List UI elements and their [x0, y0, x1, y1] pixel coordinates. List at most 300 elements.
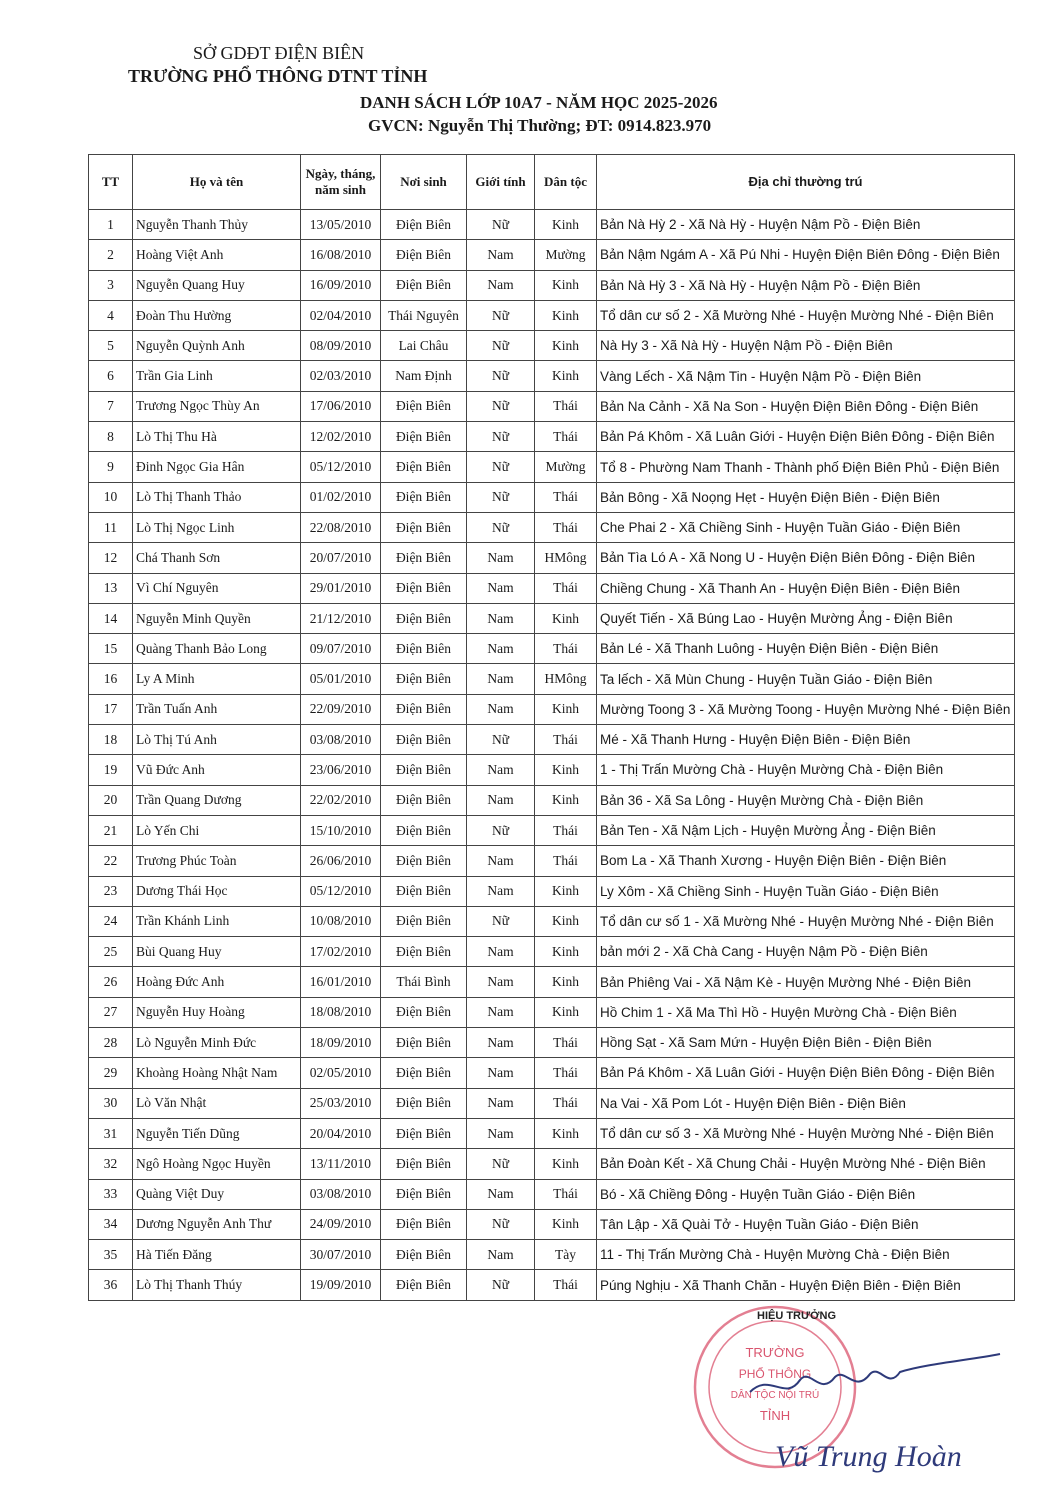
- cell-gender: Nam: [467, 1179, 535, 1209]
- cell-dob: 23/06/2010: [301, 755, 381, 785]
- cell-address: Tổ dân cư số 1 - Xã Mường Nhé - Huyện Mường Nhé - Điện Biên: [597, 906, 1015, 936]
- cell-tt: 20: [89, 785, 133, 815]
- cell-tt: 21: [89, 815, 133, 845]
- table-row: [89, 422, 1015, 452]
- table-row: [89, 512, 1015, 542]
- cell-dob: 22/09/2010: [301, 694, 381, 724]
- table-row: [89, 937, 1015, 967]
- table-row: [89, 906, 1015, 936]
- col-header-birthplace: Nơi sinh: [381, 155, 467, 210]
- cell-ethnicity: Mường: [535, 452, 597, 482]
- cell-dob: 05/01/2010: [301, 664, 381, 694]
- cell-ethnicity: Kinh: [535, 876, 597, 906]
- cell-dob: 24/09/2010: [301, 1209, 381, 1239]
- cell-gender: Nam: [467, 876, 535, 906]
- cell-birthplace: Điện Biên: [381, 452, 467, 482]
- cell-birthplace: Điện Biên: [381, 906, 467, 936]
- table-row: [89, 967, 1015, 997]
- table-row: [89, 1270, 1015, 1300]
- cell-tt: 34: [89, 1209, 133, 1239]
- cell-gender: Nữ: [467, 482, 535, 512]
- cell-tt: 18: [89, 725, 133, 755]
- cell-name: Đoàn Thu Hường: [133, 300, 301, 330]
- cell-ethnicity: Kinh: [535, 300, 597, 330]
- table-row: [89, 1088, 1015, 1118]
- cell-tt: 28: [89, 1028, 133, 1058]
- cell-dob: 16/08/2010: [301, 240, 381, 270]
- cell-name: Khoàng Hoàng Nhật Nam: [133, 1058, 301, 1088]
- cell-address: Tổ 8 - Phường Nam Thanh - Thành phố Điện Biên Phủ - Điện Biên: [597, 452, 1015, 482]
- cell-address: Bản Na Cảnh - Xã Na Son - Huyện Điện Biên Đông - Điện Biên: [597, 391, 1015, 421]
- cell-address: Bản Nà Hỳ 3 - Xã Nà Hỳ - Huyện Nậm Pồ - Điện Biên: [597, 270, 1015, 300]
- cell-tt: 36: [89, 1270, 133, 1300]
- principal-name: Vũ Trung Hoàn: [775, 1440, 962, 1473]
- cell-ethnicity: HMông: [535, 543, 597, 573]
- cell-address: Mường Toong 3 - Xã Mường Toong - Huyện Mường Nhé - Điện Biên: [597, 694, 1015, 724]
- cell-gender: Nữ: [467, 512, 535, 542]
- cell-address: Tổ dân cư số 3 - Xã Mường Nhé - Huyện Mường Nhé - Điện Biên: [597, 1118, 1015, 1148]
- col-header-gender: Giới tính: [467, 155, 535, 210]
- table-row: [89, 1118, 1015, 1148]
- cell-address: Bản Nậm Ngám A - Xã Pú Nhi - Huyện Điện Biên Đông - Điện Biên: [597, 240, 1015, 270]
- cell-tt: 14: [89, 603, 133, 633]
- cell-ethnicity: Thái: [535, 846, 597, 876]
- cell-name: Trần Quang Dương: [133, 785, 301, 815]
- cell-tt: 30: [89, 1088, 133, 1118]
- cell-ethnicity: Kinh: [535, 997, 597, 1027]
- table-row: [89, 210, 1015, 240]
- cell-name: Quàng Thanh Bảo Long: [133, 634, 301, 664]
- cell-address: Nà Hy 3 - Xã Nà Hỳ - Huyện Nậm Pồ - Điện Biên: [597, 331, 1015, 361]
- cell-tt: 6: [89, 361, 133, 391]
- cell-birthplace: Điện Biên: [381, 1088, 467, 1118]
- cell-name: Trương Ngọc Thùy An: [133, 391, 301, 421]
- cell-address: Bom La - Xã Thanh Xương - Huyện Điện Biên - Điện Biên: [597, 846, 1015, 876]
- cell-ethnicity: Kinh: [535, 1149, 597, 1179]
- cell-gender: Nữ: [467, 1270, 535, 1300]
- cell-gender: Nam: [467, 1240, 535, 1270]
- cell-tt: 1: [89, 210, 133, 240]
- table-row: [89, 694, 1015, 724]
- cell-gender: Nữ: [467, 906, 535, 936]
- cell-tt: 16: [89, 664, 133, 694]
- cell-name: Vũ Đức Anh: [133, 755, 301, 785]
- cell-gender: Nữ: [467, 452, 535, 482]
- student-list-table: [88, 154, 1015, 1301]
- table-header-row: [89, 155, 1015, 210]
- principal-title: HIỆU TRƯỞNG: [757, 1310, 837, 1322]
- cell-birthplace: Điện Biên: [381, 573, 467, 603]
- table-row: [89, 270, 1015, 300]
- cell-ethnicity: Kinh: [535, 331, 597, 361]
- table-row: [89, 997, 1015, 1027]
- table-row: [89, 1058, 1015, 1088]
- cell-gender: Nam: [467, 755, 535, 785]
- cell-gender: Nam: [467, 634, 535, 664]
- cell-ethnicity: Tày: [535, 1240, 597, 1270]
- document-title: DANH SÁCH LỚP 10A7 - NĂM HỌC 2025-2026: [360, 93, 718, 112]
- cell-birthplace: Điện Biên: [381, 937, 467, 967]
- cell-gender: Nam: [467, 997, 535, 1027]
- cell-name: Lò Thị Ngọc Linh: [133, 512, 301, 542]
- cell-gender: Nam: [467, 694, 535, 724]
- cell-tt: 27: [89, 997, 133, 1027]
- cell-tt: 12: [89, 543, 133, 573]
- cell-name: Hoàng Đức Anh: [133, 967, 301, 997]
- cell-address: Bản Nà Hỳ 2 - Xã Nà Hỳ - Huyện Nậm Pồ - Điện Biên: [597, 210, 1015, 240]
- cell-name: Quàng Việt Duy: [133, 1179, 301, 1209]
- cell-ethnicity: Thái: [535, 815, 597, 845]
- cell-dob: 05/12/2010: [301, 876, 381, 906]
- cell-tt: 9: [89, 452, 133, 482]
- cell-gender: Nữ: [467, 391, 535, 421]
- table-row: [89, 361, 1015, 391]
- cell-tt: 19: [89, 755, 133, 785]
- cell-ethnicity: Thái: [535, 391, 597, 421]
- cell-name: Lò Thị Tú Anh: [133, 725, 301, 755]
- cell-dob: 02/04/2010: [301, 300, 381, 330]
- cell-ethnicity: HMông: [535, 664, 597, 694]
- cell-name: Lò Văn Nhật: [133, 1088, 301, 1118]
- table-row: [89, 664, 1015, 694]
- cell-gender: Nữ: [467, 422, 535, 452]
- cell-ethnicity: Kinh: [535, 361, 597, 391]
- cell-dob: 16/09/2010: [301, 270, 381, 300]
- cell-address: Tổ dân cư số 2 - Xã Mường Nhé - Huyện Mường Nhé - Điện Biên: [597, 300, 1015, 330]
- cell-gender: Nam: [467, 1118, 535, 1148]
- cell-name: Lò Thị Thanh Thúy: [133, 1270, 301, 1300]
- cell-tt: 8: [89, 422, 133, 452]
- cell-tt: 11: [89, 512, 133, 542]
- table-row: [89, 452, 1015, 482]
- cell-gender: Nữ: [467, 361, 535, 391]
- cell-gender: Nữ: [467, 815, 535, 845]
- table-row: [89, 391, 1015, 421]
- table-row: [89, 755, 1015, 785]
- cell-name: Nguyễn Quỳnh Anh: [133, 331, 301, 361]
- table-row: [89, 1209, 1015, 1239]
- table-row: [89, 1240, 1015, 1270]
- cell-name: Nguyễn Thanh Thủy: [133, 210, 301, 240]
- cell-tt: 25: [89, 937, 133, 967]
- cell-name: Bùi Quang Huy: [133, 937, 301, 967]
- cell-address: Púng Nghịu - Xã Thanh Chăn - Huyện Điện Biên - Điện Biên: [597, 1270, 1015, 1300]
- cell-address: 1 - Thị Trấn Mường Chà - Huyện Mường Chà - Điện Biên: [597, 755, 1015, 785]
- cell-birthplace: Điện Biên: [381, 543, 467, 573]
- cell-dob: 13/11/2010: [301, 1149, 381, 1179]
- cell-dob: 20/04/2010: [301, 1118, 381, 1148]
- cell-ethnicity: Thái: [535, 725, 597, 755]
- cell-address: Vàng Lếch - Xã Nậm Tin - Huyện Nậm Pồ - Điện Biên: [597, 361, 1015, 391]
- cell-gender: Nam: [467, 846, 535, 876]
- cell-gender: Nam: [467, 937, 535, 967]
- cell-name: Lò Thị Thanh Thảo: [133, 482, 301, 512]
- cell-ethnicity: Kinh: [535, 906, 597, 936]
- cell-dob: 01/02/2010: [301, 482, 381, 512]
- cell-ethnicity: Kinh: [535, 603, 597, 633]
- table-row: [89, 331, 1015, 361]
- cell-address: Bản 36 - Xã Sa Lông - Huyện Mường Chà - Điện Biên: [597, 785, 1015, 815]
- table-row: [89, 603, 1015, 633]
- cell-address: Bản Đoàn Kết - Xã Chung Chải - Huyện Mường Nhé - Điện Biên: [597, 1149, 1015, 1179]
- cell-gender: Nữ: [467, 725, 535, 755]
- table-row: [89, 785, 1015, 815]
- cell-gender: Nam: [467, 240, 535, 270]
- cell-ethnicity: Thái: [535, 1058, 597, 1088]
- cell-tt: 29: [89, 1058, 133, 1088]
- cell-ethnicity: Kinh: [535, 694, 597, 724]
- cell-ethnicity: Kinh: [535, 210, 597, 240]
- cell-gender: Nam: [467, 573, 535, 603]
- cell-dob: 18/09/2010: [301, 1028, 381, 1058]
- cell-address: Hồng Sạt - Xã Sam Mứn - Huyện Điện Biên - Điện Biên: [597, 1028, 1015, 1058]
- cell-ethnicity: Thái: [535, 1270, 597, 1300]
- cell-address: Bản Phiêng Vai - Xã Nậm Kè - Huyện Mường Nhé - Điện Biên: [597, 967, 1015, 997]
- cell-ethnicity: Kinh: [535, 270, 597, 300]
- cell-birthplace: Điện Biên: [381, 422, 467, 452]
- cell-address: Bản Lé - Xã Thanh Luông - Huyện Điện Biên - Điện Biên: [597, 634, 1015, 664]
- cell-birthplace: Điện Biên: [381, 482, 467, 512]
- cell-dob: 17/02/2010: [301, 937, 381, 967]
- cell-tt: 13: [89, 573, 133, 603]
- cell-dob: 22/08/2010: [301, 512, 381, 542]
- cell-name: Trần Tuấn Anh: [133, 694, 301, 724]
- cell-dob: 09/07/2010: [301, 634, 381, 664]
- cell-birthplace: Điện Biên: [381, 1179, 467, 1209]
- cell-gender: Nam: [467, 1058, 535, 1088]
- cell-birthplace: Thái Nguyên: [381, 300, 467, 330]
- cell-gender: Nam: [467, 270, 535, 300]
- col-header-tt: TT: [89, 155, 133, 210]
- cell-dob: 02/05/2010: [301, 1058, 381, 1088]
- cell-name: Nguyễn Huy Hoàng: [133, 997, 301, 1027]
- cell-dob: 26/06/2010: [301, 846, 381, 876]
- table-row: [89, 573, 1015, 603]
- cell-ethnicity: Thái: [535, 1179, 597, 1209]
- cell-name: Hoàng Việt Anh: [133, 240, 301, 270]
- table-body: [89, 210, 1015, 1301]
- table-row: [89, 1149, 1015, 1179]
- cell-tt: 10: [89, 482, 133, 512]
- cell-birthplace: Điện Biên: [381, 512, 467, 542]
- cell-tt: 33: [89, 1179, 133, 1209]
- cell-gender: Nam: [467, 543, 535, 573]
- cell-dob: 03/08/2010: [301, 1179, 381, 1209]
- cell-gender: Nam: [467, 785, 535, 815]
- cell-dob: 19/09/2010: [301, 1270, 381, 1300]
- cell-ethnicity: Thái: [535, 634, 597, 664]
- cell-name: Hà Tiến Đăng: [133, 1240, 301, 1270]
- cell-address: Ta lếch - Xã Mùn Chung - Huyện Tuần Giáo - Điện Biên: [597, 664, 1015, 694]
- cell-name: Nguyễn Tiến Dũng: [133, 1118, 301, 1148]
- cell-ethnicity: Mường: [535, 240, 597, 270]
- cell-gender: Nữ: [467, 331, 535, 361]
- table-row: [89, 815, 1015, 845]
- cell-name: Lò Yến Chi: [133, 815, 301, 845]
- cell-tt: 2: [89, 240, 133, 270]
- cell-tt: 15: [89, 634, 133, 664]
- cell-birthplace: Điện Biên: [381, 1058, 467, 1088]
- cell-birthplace: Điện Biên: [381, 1149, 467, 1179]
- cell-tt: 35: [89, 1240, 133, 1270]
- cell-ethnicity: Thái: [535, 422, 597, 452]
- cell-address: Bản Bông - Xã Noọng Hẹt - Huyện Điện Biên - Điện Biên: [597, 482, 1015, 512]
- stamp-line-2: PHỔ THÔNG: [738, 1367, 812, 1381]
- cell-dob: 10/08/2010: [301, 906, 381, 936]
- cell-address: Chiềng Chung - Xã Thanh An - Huyện Điện Biên - Điện Biên: [597, 573, 1015, 603]
- cell-dob: 12/02/2010: [301, 422, 381, 452]
- stamp-line-4: TỈNH: [759, 1408, 791, 1423]
- cell-address: Quyết Tiến - Xã Búng Lao - Huyện Mường Ảng - Điện Biên: [597, 603, 1015, 633]
- cell-tt: 5: [89, 331, 133, 361]
- cell-birthplace: Điện Biên: [381, 1270, 467, 1300]
- cell-birthplace: Điện Biên: [381, 270, 467, 300]
- cell-address: Bản Pá Khôm - Xã Luân Giới - Huyện Điện Biên Đông - Điện Biên: [597, 1058, 1015, 1088]
- cell-birthplace: Nam Định: [381, 361, 467, 391]
- cell-name: Ly A Minh: [133, 664, 301, 694]
- cell-name: Đinh Ngọc Gia Hân: [133, 452, 301, 482]
- table-row: [89, 1028, 1015, 1058]
- cell-address: Che Phai 2 - Xã Chiềng Sinh - Huyện Tuần Giáo - Điện Biên: [597, 512, 1015, 542]
- cell-birthplace: Điện Biên: [381, 1209, 467, 1239]
- table-row: [89, 543, 1015, 573]
- cell-tt: 31: [89, 1118, 133, 1148]
- table-row: [89, 725, 1015, 755]
- cell-dob: 16/01/2010: [301, 967, 381, 997]
- stamp-line-3: DÂN TỘC NỘI TRÚ: [730, 1390, 820, 1401]
- cell-ethnicity: Kinh: [535, 967, 597, 997]
- cell-address: Bản Pá Khôm - Xã Luân Giới - Huyện Điện Biên Đông - Điện Biên: [597, 422, 1015, 452]
- cell-address: Tân Lập - Xã Quài Tở - Huyện Tuần Giáo - Điện Biên: [597, 1209, 1015, 1239]
- cell-address: Bản Tìa Ló A - Xã Nong U - Huyện Điện Biên Đông - Điện Biên: [597, 543, 1015, 573]
- homeroom-teacher: GVCN: Nguyễn Thị Thường; ĐT: 0914.823.970: [368, 116, 712, 135]
- cell-address: Hồ Chim 1 - Xã Ma Thì Hồ - Huyện Mường Chà - Điện Biên: [597, 997, 1015, 1027]
- school-name: TRƯỜNG PHỔ THÔNG DTNT TỈNH: [128, 66, 428, 86]
- cell-birthplace: Điện Biên: [381, 240, 467, 270]
- cell-tt: 26: [89, 967, 133, 997]
- cell-dob: 02/03/2010: [301, 361, 381, 391]
- cell-address: Na Vai - Xã Pom Lót - Huyện Điện Biên - Điện Biên: [597, 1088, 1015, 1118]
- cell-name: Nguyễn Quang Huy: [133, 270, 301, 300]
- cell-tt: 17: [89, 694, 133, 724]
- cell-birthplace: Điện Biên: [381, 1028, 467, 1058]
- cell-birthplace: Thái Bình: [381, 967, 467, 997]
- cell-birthplace: Điện Biên: [381, 210, 467, 240]
- cell-birthplace: Điện Biên: [381, 876, 467, 906]
- cell-gender: Nữ: [467, 210, 535, 240]
- cell-address: 11 - Thị Trấn Mường Chà - Huyện Mường Chà - Điện Biên: [597, 1240, 1015, 1270]
- table-row: [89, 482, 1015, 512]
- cell-name: Lò Thị Thu Hà: [133, 422, 301, 452]
- cell-dob: 29/01/2010: [301, 573, 381, 603]
- table-row: [89, 1179, 1015, 1209]
- cell-birthplace: Điện Biên: [381, 785, 467, 815]
- cell-name: Dương Thái Học: [133, 876, 301, 906]
- cell-name: Chá Thanh Sơn: [133, 543, 301, 573]
- cell-tt: 22: [89, 846, 133, 876]
- cell-birthplace: Điện Biên: [381, 1240, 467, 1270]
- cell-birthplace: Điện Biên: [381, 997, 467, 1027]
- cell-gender: Nam: [467, 1088, 535, 1118]
- cell-ethnicity: Thái: [535, 573, 597, 603]
- cell-birthplace: Điện Biên: [381, 694, 467, 724]
- cell-ethnicity: Thái: [535, 512, 597, 542]
- cell-gender: Nữ: [467, 300, 535, 330]
- cell-ethnicity: Kinh: [535, 937, 597, 967]
- cell-ethnicity: Kinh: [535, 1118, 597, 1148]
- cell-tt: 32: [89, 1149, 133, 1179]
- cell-address: Mé - Xã Thanh Hưng - Huyện Điện Biên - Điện Biên: [597, 725, 1015, 755]
- table-row: [89, 634, 1015, 664]
- cell-ethnicity: Kinh: [535, 1209, 597, 1239]
- cell-name: Lò Nguyễn Minh Đức: [133, 1028, 301, 1058]
- table-row: [89, 876, 1015, 906]
- cell-dob: 21/12/2010: [301, 603, 381, 633]
- cell-dob: 22/02/2010: [301, 785, 381, 815]
- cell-birthplace: Điện Biên: [381, 664, 467, 694]
- cell-ethnicity: Kinh: [535, 785, 597, 815]
- cell-name: Ngô Hoàng Ngọc Huyền: [133, 1149, 301, 1179]
- stamp-line-1: TRƯỜNG: [745, 1345, 805, 1360]
- cell-address: Bó - Xã Chiềng Đông - Huyện Tuần Giáo - Điện Biên: [597, 1179, 1015, 1209]
- cell-dob: 08/09/2010: [301, 331, 381, 361]
- cell-tt: 4: [89, 300, 133, 330]
- table-row: [89, 240, 1015, 270]
- cell-gender: Nữ: [467, 1149, 535, 1179]
- cell-gender: Nam: [467, 664, 535, 694]
- department-name: SỞ GDĐT ĐIỆN BIÊN: [193, 43, 365, 63]
- cell-address: bản mới 2 - Xã Chà Cang - Huyện Nậm Pồ - Điện Biên: [597, 937, 1015, 967]
- cell-gender: Nam: [467, 1028, 535, 1058]
- cell-address: Ly Xôm - Xã Chiềng Sinh - Huyện Tuần Giáo - Điện Biên: [597, 876, 1015, 906]
- cell-name: Trần Gia Linh: [133, 361, 301, 391]
- cell-birthplace: Lai Châu: [381, 331, 467, 361]
- cell-name: Dương Nguyễn Anh Thư: [133, 1209, 301, 1239]
- cell-dob: 03/08/2010: [301, 725, 381, 755]
- cell-dob: 15/10/2010: [301, 815, 381, 845]
- cell-ethnicity: Thái: [535, 482, 597, 512]
- cell-birthplace: Điện Biên: [381, 755, 467, 785]
- col-header-dob: Ngày, tháng, năm sinh: [301, 155, 381, 210]
- col-header-ethnicity: Dân tộc: [535, 155, 597, 210]
- cell-ethnicity: Kinh: [535, 755, 597, 785]
- cell-gender: Nam: [467, 967, 535, 997]
- cell-dob: 20/07/2010: [301, 543, 381, 573]
- cell-birthplace: Điện Biên: [381, 603, 467, 633]
- cell-dob: 13/05/2010: [301, 210, 381, 240]
- cell-birthplace: Điện Biên: [381, 1118, 467, 1148]
- table-row: [89, 846, 1015, 876]
- cell-name: Trương Phúc Toàn: [133, 846, 301, 876]
- cell-tt: 7: [89, 391, 133, 421]
- cell-tt: 3: [89, 270, 133, 300]
- col-header-address: Địa chỉ thường trú: [597, 155, 1015, 210]
- cell-dob: 17/06/2010: [301, 391, 381, 421]
- cell-dob: 25/03/2010: [301, 1088, 381, 1118]
- cell-ethnicity: Thái: [535, 1028, 597, 1058]
- cell-dob: 05/12/2010: [301, 452, 381, 482]
- cell-birthplace: Điện Biên: [381, 846, 467, 876]
- cell-name: Trần Khánh Linh: [133, 906, 301, 936]
- cell-address: Bản Ten - Xã Nậm Lịch - Huyện Mường Ảng - Điện Biên: [597, 815, 1015, 845]
- cell-birthplace: Điện Biên: [381, 725, 467, 755]
- cell-name: Vì Chí Nguyên: [133, 573, 301, 603]
- cell-birthplace: Điện Biên: [381, 391, 467, 421]
- cell-tt: 23: [89, 876, 133, 906]
- table-row: [89, 300, 1015, 330]
- col-header-name: Họ và tên: [133, 155, 301, 210]
- cell-gender: Nam: [467, 603, 535, 633]
